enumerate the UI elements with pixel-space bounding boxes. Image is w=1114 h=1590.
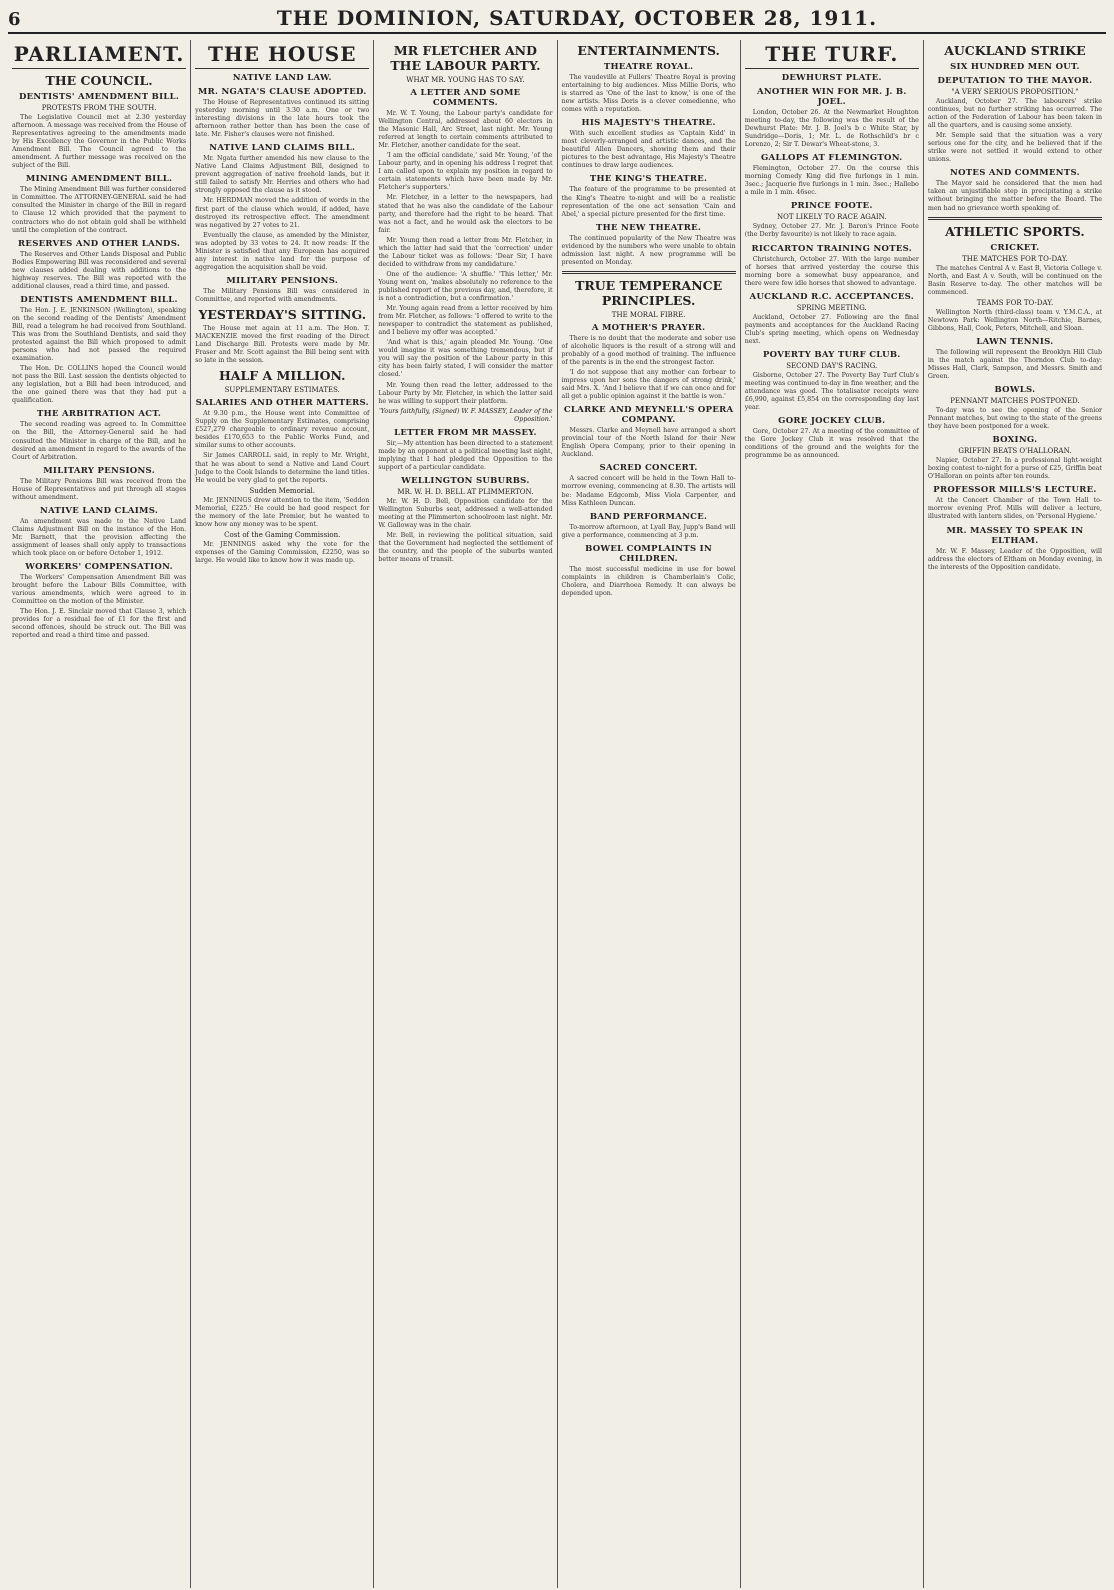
subheading: NOT LIKELY TO RACE AGAIN. [776,213,887,222]
subheading: GALLOPS AT FLEMINGTON. [761,153,903,164]
paragraph: Mr. W. F. Massey, Leader of the Opposition, will address the electors of Eltham on Monday evening, in the interests of the Opposition candidate. [927,547,1103,571]
subheading: SUPPLEMENTARY ESTIMATES. [224,386,340,395]
headline: THE HOUSE [195,42,369,69]
subheading: HIS MAJESTY'S THEATRE. [581,118,716,129]
headline: ATHLETIC SPORTS. [945,223,1085,239]
article-subtitle: PROTESTS FROM THE SOUTH. [41,104,157,112]
subheading: AUCKLAND R.C. ACCEPTANCES. [749,291,914,302]
subheading: THE MATCHES FOR TO-DAY. [962,254,1068,263]
paragraph: 'I do not suppose that any mother can forbear to impress upon her sons the dangers of strong drink,' said Mrs. X. 'And I believe that if we can once and for all get a public opinion against it the battle is won.' [561,369,736,401]
paragraph: The vaudeville at Fullers' Theatre Royal is proving entertaining to big audiences. Miss Millie Doris, who is starred as 'One of the last to know,' is one of the new artists. Miss Doris is a clever comedienne, who comes with a reputation. [561,74,736,114]
subheading: MILITARY PENSIONS. [43,465,155,476]
paragraph: The Mining Amendment Bill was further considered in Committee. The ATTORNEY-GENERAL said he had consulted the Minister in charge of the Bill in regard to Clause 12 which provided that the payment to contractors who do not obtain gold shall be withheld until the completion of the contract. [12,186,187,234]
section-heading: SIX HUNDRED MEN OUT. [950,62,1080,72]
subheading: THE NEW THEATRE. [596,222,702,233]
subheading: SPRING MEETING. [796,303,867,312]
headline: AUCKLAND STRIKE [944,43,1086,58]
paragraph: At 9.30 p.m., the House went into Committee of Supply on the Supplementary Estimates, comprising £527,279 chargeable to ordinary revenue account, besides £170,653 to the Public Works Fund, and similar sums to other accounts. [195,410,370,450]
paragraph: The matches Central A v. East B, Victoria College v. North, and East A v. South, will be continued on the Basin Reserve to-day. The other matches will be commenced. [927,264,1103,296]
paragraph: The Military Pensions Bill was considered in Committee, and reported with amendments. [195,287,370,303]
subheading: PROFESSOR MILLS'S LECTURE. [933,485,1097,496]
subheading: RICCARTON TRAINING NOTES. [751,243,913,254]
column-strike [924,40,1106,1588]
paragraph: Messrs. Clarke and Meynell have arranged a short provincial tour of the North Island for their New English Opera Company, prior to their opening in Auckland. [561,427,736,459]
paragraph: One of the audience: 'A shuffle.' 'This letter,' Mr. Young went on, 'makes absolutely no reference to the published report of the previous day, and, therefore, it is not a contradiction, but a confirmation.' [378,270,553,303]
column-turf [741,40,924,1588]
paragraph: Auckland, October 27. The labourers' strike continues, but no further striking has occurred. The action of the Federation of Labour has been taken in all the quarters, and is causing some anxiety. [927,98,1103,130]
section-heading: THE MORAL FIBRE. [611,310,686,319]
subheading: PENNANT MATCHES POSTPONED. [950,397,1080,406]
divider [928,217,1102,220]
paragraph: The Hon. J. E. JENKINSON (Wellington), speaking on the second reading of the Dentists' Amendment Bill, read a telegram he had received from Southland. This was from the Southland Dentists, and said they protested against the Bill which proposed to admit persons who had not passed the required examination. [12,306,187,363]
paragraph: Mr. JENNINGS drew attention to the item, 'Seddon Memorial, £225.' He could be had good respect for the memory of the late Premier, but he wanted to know how any money was to be spent. [195,496,370,528]
subheading: WELLINGTON SUBURBS. [401,475,530,486]
headline: THE TURF. [745,42,919,69]
paragraph: The Military Pensions Bill was received from the House of Representatives and put through all stages without amendment. [12,477,187,501]
paragraph: The following will represent the Brooklyn Hill Club in the match against the Thorndon Club to-day: Misses Hall, Clark, Sampson, and Messrs. Smith and Green. [927,348,1103,381]
paragraph: London, October 26. At the Newmarket Houghton meeting to-day, the following was the result of the Dewhurst Plate: Mr. J. B. Joel's b c White Star, by Sundridge—Doris, 1; Mr. L. de Rothschild's br c Lorenzo, 2; Sir T. Dewar's Wheat-stone, 3. [744,109,919,149]
paragraph: Mr. Young then read the letter, addressed to the Labour Party by Mr. Fletcher, in which the latter said he was willing to support their platform. [378,381,553,405]
subheading: NATIVE LAND CLAIMS BILL. [209,143,356,154]
article-title: A MOTHER'S PRAYER. [591,322,706,333]
subheading: NOTES AND COMMENTS. [950,168,1080,179]
subheading: WORKERS' COMPENSATION. [25,562,173,573]
paragraph: Wellington North (third-class) team v. Y.M.C.A., at Newtown Park: Wellington North—Ritchie, Barnes, Gibbons, Hall, Cook, Peters, Mitchell, and Sloan. [927,308,1103,332]
paragraph: Gisborne, October 27. The Poverty Bay Turf Club's meeting was continued to-day in fine weather, and the attendance was good. The totalisator receipts were £6,990, against £5,854 on the corresponding day last year. [744,371,919,412]
subheading: THE KING'S THEATRE. [589,174,708,185]
column-fletcher [374,40,557,1588]
paragraph: 'I am the official candidate,' said Mr. Young, 'of the Labour party, and in opening his address I regret that I am called upon to explain my position in regard to certain statements which have been made by Mr. Fletcher's supporters.' [378,152,553,192]
paragraph: To-day was to see the opening of the Senior Pennant matches, but owing to the state of the greens they have been postponed for a week. [927,407,1103,431]
paragraph: Mr. Young again read from a letter received by him from Mr. Fletcher, as follows: 'I offered to write to the newspaper to contradict the statement as published, and I believe my offer was accepted.' [378,305,553,337]
paragraph: With such excellent studies as 'Captain Kidd' in most cleverly-arranged and artistic dances, and the beautiful Allen Dancers, showing them and their pictures to the best advantage, His Majesty's Theatre continues to draw large audiences. [561,130,736,170]
paragraph: The Mayor said he considered that the men had taken an unjustifiable step in precipitating a strike without bringing the matter before the Board. The men had no grievance worth speaking of. [927,180,1103,212]
subheading: BOXING. [992,435,1038,446]
masthead-title: THE DOMINION, SATURDAY, OCTOBER 28, 1911. [276,6,878,30]
paragraph: Christchurch, October 27. With the large number of horses that arrived yesterday the course this morning bore a somewhat busy appearance, and there were few idle horses that showed to advantage. [744,255,919,287]
subheading: THE ARBITRATION ACT. [37,409,162,420]
page-number: 6 [8,9,21,30]
subheading: CLARKE AND MEYNELL'S OPERA COMPANY. [563,405,734,426]
paragraph: An amendment was made to the Native Land Claims Adjustment Bill on the instance of the Hon. Mr. Barnett, that the provision affecting the assignment of leases shall only apply to transactions which took place on or before October 1, 1912. [12,517,187,557]
paragraph: Gore, October 27. At a meeting of the committee of the Gore Jockey Club it was resolved that the conditions of the ground and the weights for the programme be as announced. [744,428,919,460]
column-house [191,40,374,1588]
paragraph: The House of Representatives continued its sitting yesterday morning until 3.30 a.m. One or two interesting divisions in the late hours took the afternoon rather better than has been the case of late. Mr. Fisher's clauses were not finished. [195,99,370,139]
headline: PARLIAMENT. [12,42,186,69]
paragraph: Sir James CARROLL said, in reply to Mr. Wright, that he was about to send a Native and Land Court Judge to the Cook Islands to determine the land titles. He would be very glad to get the reports. [195,452,370,484]
subheading: RESERVES AND OTHER LANDS. [18,238,181,249]
paragraph: The Hon. J. E. Sinclair moved that Clause 3, which provides for a residual fee of £1 for the first and second offences, should be struck out. The Bill was reported and read a third time and passed. [12,608,187,640]
subheading: LAWN TENNIS. [976,336,1054,347]
paragraph: Napier, October 27. In a professional light-weight boxing contest to-night for a purse of £25, Griffin beat O'Halloran on points after ten rounds. [927,457,1103,481]
paragraph: The feature of the programme to be presented at the King's Theatre to-night and will be a realistic representation of the one act sensation 'Cain and Abel,' a special picture presented for the first time. [561,186,736,218]
paragraph: Sir,—My attention has been directed to a statement made by an opponent at a political meeting last night, implying that I had pledged the Opposition to the support of a particular candidate. [378,439,553,471]
section-heading: NATIVE LAND LAW. [232,73,332,83]
subheading: GORE JOCKEY CLUB. [778,416,886,427]
paragraph: Eventually the clause, as amended by the Minister, was adopted by 33 votes to 24. It now reads: If the Minister is satisfied that any European has acquired any interest in native land for the purpose of aggregation the acquisition shall be void. [195,231,370,271]
subheading: CRICKET. [990,242,1040,253]
subheading: NATIVE LAND CLAIMS. [40,505,159,516]
subheading: MR. W. H. D. BELL AT PLIMMERTON. [397,487,534,496]
paragraph: Mr. Semple said that the situation was a very serious one for the city, and he believed that if the strike were not settled it would extend to other unions. [927,132,1103,164]
paragraph: Auckland, October 27. Following are the final payments and acceptances for the Auckland Racing Club's spring meeting, which opens on Wednesday next. [744,313,919,345]
headline: TRUE TEMPERANCE PRINCIPLES. [575,277,723,308]
paragraph: The continued popularity of the New Theatre was evidenced by the numbers who were unable to obtain admission last night. A new programme will be presented on Monday. [561,234,736,266]
divider [562,271,736,274]
paragraph: The second reading was agreed to. In Committee on the Bill, the Attorney-General said he had consulted the Minister in charge of the Bill, and he desired an amendment in regard to the awards of the Court of Arbitration. [12,421,187,461]
subheading: THEATRE ROYAL. [603,62,694,72]
paragraph: A sacred concert will be held in the Town Hall to-morrow evening, commencing at 8.30. The artists will be: Madame Edgcomb, Miss Viola Carpenter, and Miss Kathleen Duncan. [561,475,736,507]
subheading: BOWEL COMPLAINTS IN CHILDREN. [585,543,713,564]
subheading: HALF A MILLION. [218,368,346,384]
subheading: SECOND DAY'S RACING. [786,361,878,370]
subheading: BOWLS. [994,385,1036,396]
section-heading: WHAT MR. YOUNG HAS TO SAY. [406,76,525,84]
paragraph: The most successful medicine in use for bowel complaints in children is Chamberlain's Colic, Cholera, and Diarrhoea Remedy. It can always be depended upon. [561,565,736,597]
article-title: ANOTHER WIN FOR MR. J. B. JOEL. [756,87,907,107]
subheading: LETTER FROM MR MASSEY. [394,427,537,438]
paragraph: The Legislative Council met at 2.30 yesterday afternoon. A message was received from the House of Representatives agreeing to the amendments made by His Excellency the Governor in the Public Works Amendment Bill. The Council agreed to the amendment. A further message was received on the subject of the Bill. [12,114,187,170]
headline: MR FLETCHER AND THE LABOUR PARTY. [390,43,541,73]
subheading: PRINCE FOOTE. [790,201,873,212]
subheading: BAND PERFORMANCE. [589,511,708,522]
article-title: DEPUTATION TO THE MAYOR. [937,76,1093,86]
paragraph: Mr. JENNINGS asked why the vote for the expenses of the Gaming Commission, £2250, was so large. He would like to know how it was made up. [195,540,370,564]
article-subtitle: "A VERY SERIOUS PROPOSITION." [951,88,1079,96]
headline: ENTERTAINMENTS. [577,43,720,58]
paragraph: There is no doubt that the moderate and sober use of alcoholic liquors is the result of a strong will and probably of a good method of training. The influence of the parents is in the end the strongest factor. [561,334,736,366]
article-title: DENTISTS' AMENDMENT BILL. [18,92,180,102]
columns [8,40,1106,1588]
article-title: A LETTER AND SOME COMMENTS. [410,88,521,108]
paragraph: The Workers' Compensation Amendment Bill was brought before the Labour Bills Committee, with various amendments, which were agreed to in Committee on the motion of the Minister. [12,574,187,606]
paragraph: Mr. W. T. Young, the Labour party's candidate for Wellington Central, addressed about 60 electors in the Masonic Hall, Arc Street, last night. Mr. Young referred at length to certain comments attributed to Mr. Fletcher, another candidate for the seat. [378,110,553,150]
subheading: MILITARY PENSIONS. [226,275,339,286]
paragraph: Flemington, October 27. On the course this morning Comedy King did five furlongs in 1 min. 3sec.; Jacquerie five furlongs in 1 min. 3sec.; Hallebo a mile in 1 min. 46sec. [744,165,919,197]
section-heading: DEWHURST PLATE. [781,73,882,83]
paragraph: Mr. Bell, in reviewing the political situation, said that the Government had neglected the settlement of the country, and the people of the suburbs wanted better means of transit. [378,532,553,564]
subheading: DENTISTS AMENDMENT BILL. [20,294,178,305]
subheading: MINING AMENDMENT BILL. [25,174,173,185]
paragraph: At the Concert Chamber of the Town Hall to-morrow evening Prof. Mills will deliver a lecture, illustrated with lantern slides, on 'Personal Hygiene.' [927,497,1103,521]
signature: 'Yours faithfully, (Signed) W. F. MASSEY, Leader of the Opposition.' [379,407,553,423]
subheading: Sudden Memorial. [249,486,316,495]
article-title: MR. NGATA'S CLAUSE ADOPTED. [197,87,367,97]
paragraph: To-morrow afternoon, at Lyall Bay, Jupp's Band will give a performance, commencing at 3 p.m. [561,523,736,539]
paragraph: Mr. HERDMAN moved the addition of words in the first part of the clause which would, if added, have destroyed its retrospective effect. The amendment was negatived by 27 votes to 21. [195,197,370,229]
masthead [8,6,1106,34]
subheading: SALARIES AND OTHER MATTERS. [195,398,369,409]
paragraph: The House met again at 11 a.m. The Hon. T. MACKENZIE moved the first reading of the Direct Land Discharge Bill. Protests were made by Mr. Fraser and Mr. Scott against the Bill being sent with so late in the session. [195,324,370,365]
paragraph: Mr. Young then read a letter from Mr. Fletcher, in which the latter had said that the 'correction' under the Labour ticket was as follows: 'Dear Sir, I have decided to withdraw from my candidature.' [378,236,553,268]
paragraph: Mr. W. H. D. Bell, Opposition candidate for the Wellington Suburbs seat, addressed a well-attended meeting at the Plimmerton schoolroom last night. Mr. W. Galloway was in the chair. [378,497,553,529]
paragraph: Mr. Fletcher, in a letter to the newspapers, had stated that he was also the candidate of the Labour party, and therefore had the right to be heard. That was not a fact, and he would ask the electors to be fair. [378,194,553,234]
subheading: TEAMS FOR TO-DAY. [976,298,1054,307]
subheading: Cost of the Gaming Commission. [224,530,341,539]
subheading: MR. MASSEY TO SPEAK IN ELTHAM. [946,525,1084,546]
paragraph: The Hon. Dr. COLLINS hoped the Council would not pass the Bill. Last session the dentists objected to any legislation, but a Bill had been introduced, and the one gained there was that they had put a qualification. [12,365,187,405]
subheading: POVERTY BAY TURF CLUB. [762,349,901,360]
paragraph: Sydney, October 27. Mr. J. Baron's Prince Foote (the Derby favourite) is not likely to race again. [744,223,919,239]
column-entertainments [558,40,741,1588]
paragraph: Mr. Ngata further amended his new clause to the Native Land Claims Adjustment Bill, designed to prevent aggregation of native freehold lands, but it still failed to satisfy Mr. Herries and others who had strongly opposed the clause as it stood. [195,155,370,195]
paragraph: The Reserves and Other Lands Disposal and Public Bodies Empowering Bill was reconsidered and several new clauses added dealing with additions to the highway reserves. The Bill was reported with the additional clauses, read a third time, and passed. [12,250,187,290]
subheading: SACRED CONCERT. [599,463,698,474]
section-heading: THE COUNCIL. [45,73,153,88]
paragraph: 'And what is this,' again pleaded Mr. Young. 'One would imagine it was something tremendous, but if you will say the position of the Labour party in this city has been fairly stated, I will consider the matter closed.' [378,339,553,379]
column-parliament [8,40,191,1588]
subheading: YESTERDAY'S SITTING. [198,306,367,322]
subheading: GRIFFIN BEATS O'HALLORAN. [958,447,1072,456]
